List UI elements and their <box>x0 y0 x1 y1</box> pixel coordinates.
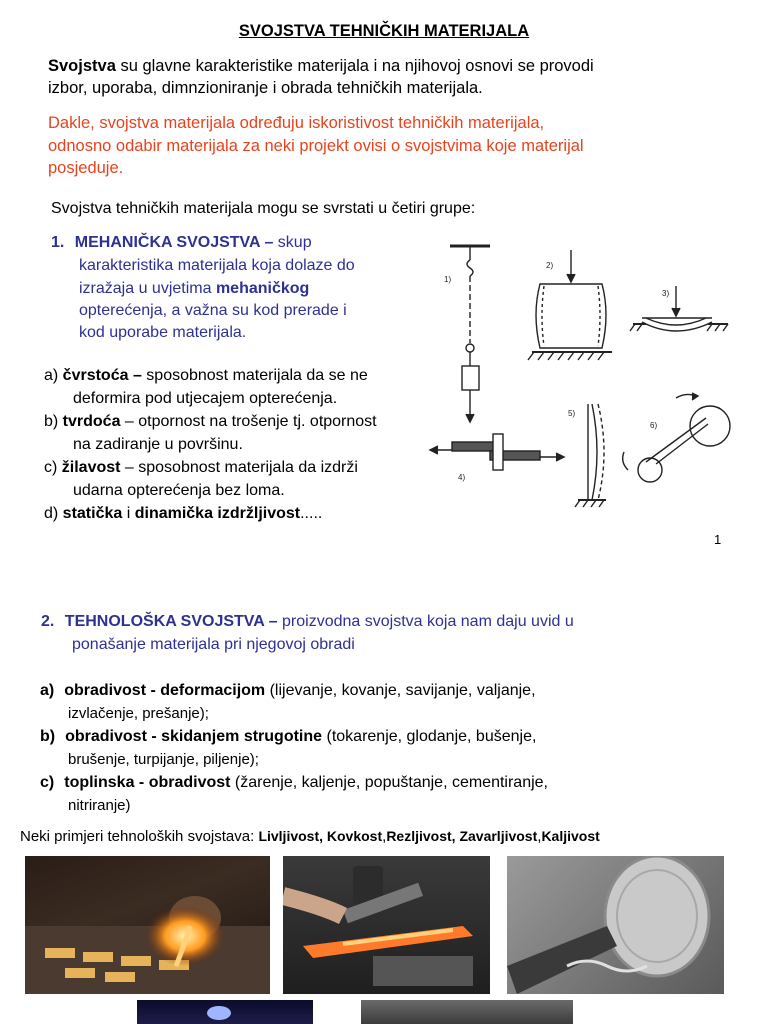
mech-item-a-term: čvrstoća – <box>62 367 142 384</box>
mech-item-b <box>44 410 377 433</box>
mech-item-a-line-2: deformira pod utjecajem opterećenja. <box>73 390 338 407</box>
mech-line-3 <box>79 277 309 300</box>
groups-intro: Svojstva tehničkih materijala mogu se svrstati u četiri grupe: <box>51 200 476 217</box>
examples-sep-1: , <box>382 828 387 845</box>
mech-item-d-term-1: statička <box>62 505 123 522</box>
mech-line-4: opterećenja, a važna su kod prerade i <box>79 302 347 319</box>
mech-line-3b: mehaničkog <box>215 280 310 297</box>
mech-item-d-mid: i <box>122 505 135 522</box>
mech-item-d-term-2: dinamička izdržljivost <box>134 505 301 522</box>
mech-item-d-dots: ..... <box>300 505 323 522</box>
tech-item-b-term: obradivost - skidanjem strugotine <box>65 728 323 745</box>
mechanical-loads-figure <box>428 238 758 518</box>
mech-number: 1. <box>51 234 65 251</box>
tech-item-a-text: (lijevanje, kovanje, savijanje, valjanje, <box>265 682 536 699</box>
mech-item-d <box>44 502 322 525</box>
mech-line-5: kod uporabe materijala. <box>79 324 247 341</box>
examples-sep-2: , <box>537 828 542 845</box>
mech-item-b-prefix: b) <box>44 413 63 430</box>
tech-heading-line <box>41 610 574 633</box>
mech-item-c-line-2: udarna opterećenja bez loma. <box>73 482 285 499</box>
figure-label-3: 3) <box>662 289 670 298</box>
mech-item-c-term: žilavost <box>61 459 121 476</box>
page-number: 1 <box>714 532 722 547</box>
mech-item-c-prefix: c) <box>44 459 62 476</box>
mech-item-a-prefix: a) <box>44 367 63 384</box>
mech-item-a-text: sposobnost materijala da se ne <box>141 367 368 384</box>
figure-label-1: 1) <box>444 275 452 284</box>
figure-label-6: 6) <box>650 421 658 430</box>
mech-item-c <box>44 456 358 479</box>
tech-item-a <box>40 679 536 702</box>
tech-item-b-line-2: brušenje, turpijanje, piljenje); <box>68 751 259 768</box>
tech-item-a-term: obradivost - deformacijom <box>64 682 266 699</box>
casting-photo <box>25 856 270 994</box>
tech-item-c <box>40 771 548 794</box>
tech-heading-rest: proizvodna svojstva koja nam daju uvid u <box>277 613 574 630</box>
intro-line-2: izbor, uporaba, dimnzioniranje i obrada tehničkih materijala. <box>48 79 483 97</box>
tech-item-c-text: (žarenje, kaljenje, popuštanje, cementiranje, <box>230 774 548 791</box>
example-2: Rezljivost, Zavarljivost <box>386 828 538 844</box>
forging-illustration <box>283 856 490 994</box>
welding-spark <box>207 1006 231 1020</box>
tech-item-c-prefix: c) <box>40 774 55 791</box>
machining-photo <box>507 856 724 994</box>
figure-label-4: 4) <box>458 473 466 482</box>
machining-illustration <box>507 856 724 994</box>
mech-item-b-text: – otpornost na trošenje tj. otpornost <box>120 413 377 430</box>
mech-item-d-prefix: d) <box>44 505 63 522</box>
highlight-line-1: Dakle, svojstva materijala određuju iskoristivost tehničkih materijala, <box>48 114 545 132</box>
mech-heading-line <box>51 231 312 254</box>
tech-item-c-term: toplinska - obradivost <box>64 774 231 791</box>
mech-item-c-text: – sposobnost materijala da izdrži <box>120 459 358 476</box>
tech-item-b-prefix: b) <box>40 728 56 745</box>
tech-item-b-text: (tokarenje, glodanje, bušenje, <box>322 728 537 745</box>
mech-line-3a: izražaja u uvjetima <box>79 280 216 297</box>
tech-item-c-line-2: nitriranje) <box>68 797 131 814</box>
mech-item-b-term: tvrdoća <box>62 413 121 430</box>
tech-number: 2. <box>41 613 55 630</box>
tech-item-a-prefix: a) <box>40 682 55 699</box>
mech-line-2: karakteristika materijala koja dolaze do <box>79 257 355 274</box>
figure-label-2: 2) <box>546 261 554 270</box>
page-title: SVOJSTVA TEHNIČKIH MATERIJALA <box>238 22 530 40</box>
example-3: Kaljivost <box>541 828 600 844</box>
welding-photo <box>137 1000 313 1024</box>
highlight-line-3: posjeduje. <box>48 159 124 177</box>
mech-item-b-line-2: na zadiranje u površinu. <box>73 436 243 453</box>
examples-lead: Neki primjeri tehnoloških svojstava: <box>20 828 259 845</box>
intro-text: su glavne karakteristike materijala i na njihovoj osnovi se provodi <box>115 57 594 75</box>
figure-label-5: 5) <box>568 409 576 418</box>
mech-item-a <box>44 364 368 387</box>
forging-photo <box>283 856 490 994</box>
mech-heading: MEHANIČKA SVOJSTVA – <box>74 234 274 251</box>
tech-line-2: ponašanje materijala pri njegovoj obradi <box>72 636 355 653</box>
examples-line <box>20 825 600 848</box>
tech-item-a-line-2: izvlačenje, prešanje); <box>68 705 209 722</box>
tech-heading: TEHNOLOŠKA SVOJSTVA – <box>64 613 278 630</box>
highlight-line-2: odnosno odabir materijala za neki projekt ovisi o svojstvima koje materijal <box>48 137 584 155</box>
intro-line-1 <box>48 55 594 78</box>
casting-illustration <box>25 856 270 994</box>
mech-heading-rest: skup <box>273 234 312 251</box>
intro-bold-term: Svojstva <box>48 57 116 75</box>
tech-item-b <box>40 725 536 748</box>
hardening-photo <box>361 1000 573 1024</box>
example-1: Livljivost, Kovkost <box>258 828 383 844</box>
